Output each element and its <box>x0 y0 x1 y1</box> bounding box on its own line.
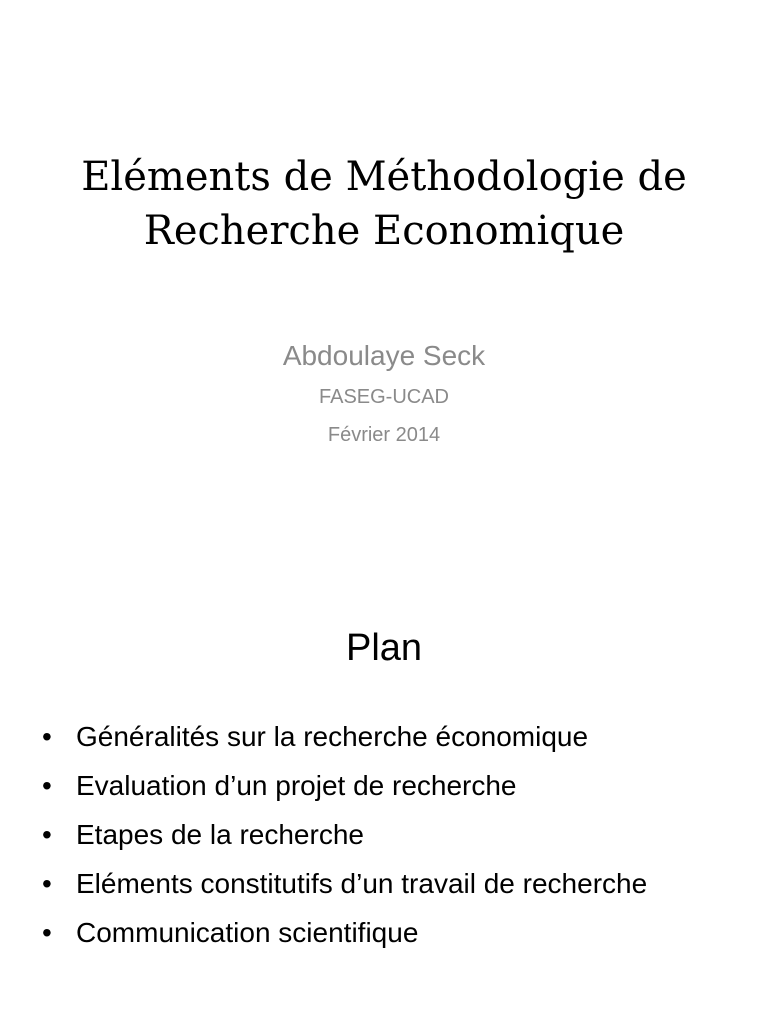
list-item-text: Communication scientifique <box>76 917 419 948</box>
list-item-text: Evaluation d’un projet de recherche <box>76 770 517 801</box>
list-item <box>40 712 647 761</box>
slide-title-line-1: Eléments de Méthodologie de <box>81 154 687 200</box>
institution: FASEG-UCAD <box>318 386 450 408</box>
list-item-text: Etapes de la recherche <box>76 819 364 850</box>
author-name: Abdoulaye Seck <box>282 340 486 371</box>
list-item-text: Eléments constitutifs d’un travail de recherche <box>76 868 648 899</box>
list-item <box>40 908 647 957</box>
bullet-icon: • <box>42 770 52 801</box>
list-item <box>40 859 647 908</box>
slide-title <box>30 150 738 258</box>
bullet-icon: • <box>42 721 52 752</box>
bullet-icon: • <box>42 917 52 948</box>
subtitle-block <box>60 336 708 458</box>
plan-title: Plan <box>345 627 423 669</box>
list-item-text: Généralités sur la recherche économique <box>76 721 589 752</box>
plan-list <box>40 712 647 957</box>
list-item <box>40 761 647 810</box>
plan-slide <box>0 576 768 1024</box>
bullet-icon: • <box>42 819 52 850</box>
slide-title-line-2: Recherche Economique <box>143 208 625 254</box>
list-item <box>40 810 647 859</box>
date: Février 2014 <box>327 424 441 446</box>
bullet-icon: • <box>42 868 52 899</box>
